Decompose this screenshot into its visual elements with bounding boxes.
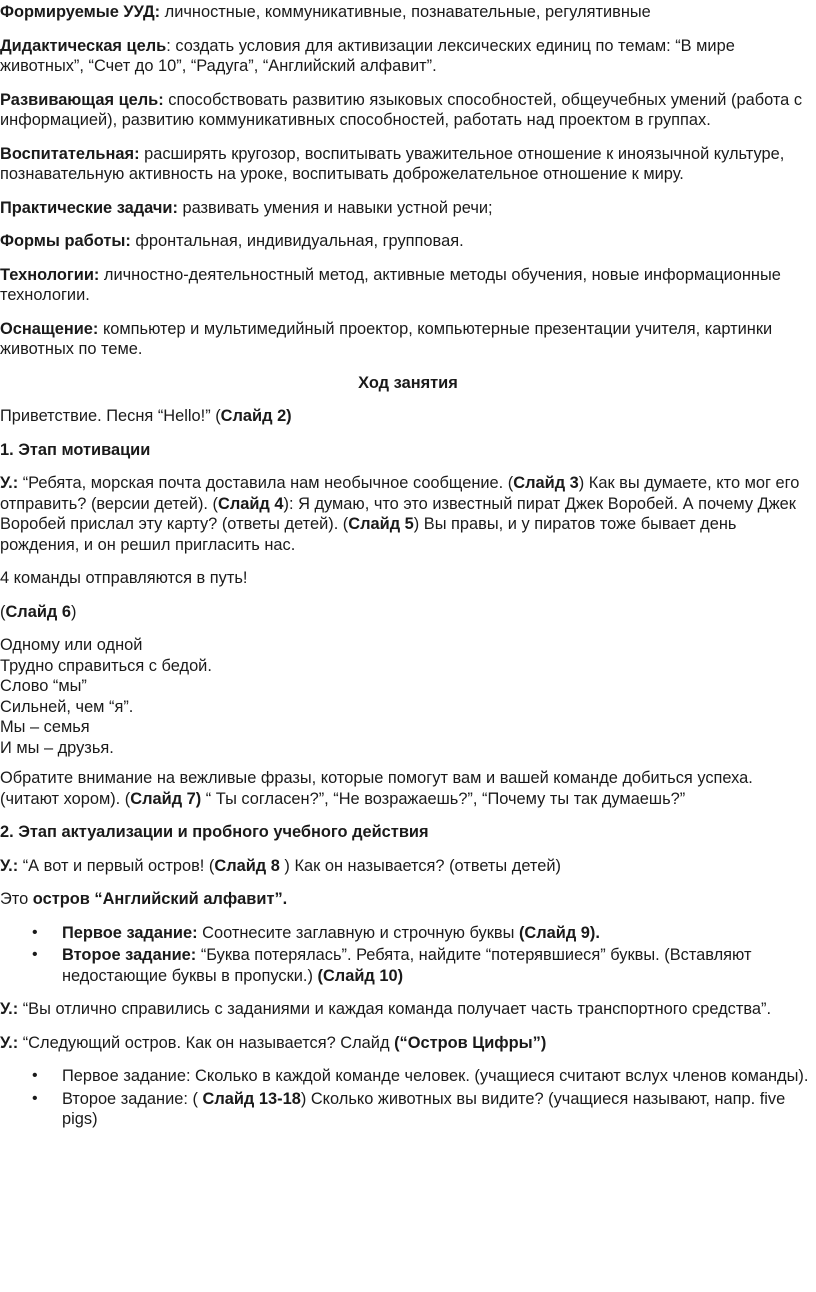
paragraph-teacher-3 <box>0 999 816 1020</box>
slide-ref: Слайд 5 <box>348 515 414 533</box>
paragraph-teacher-2 <box>0 856 816 877</box>
polite-phrases: “ Ты согласен?”, “Не возражаешь?”, “Почему ты так думаешь?” <box>201 789 686 808</box>
paragraph-developing-goal <box>0 90 816 131</box>
paragraph-work-forms <box>0 231 816 252</box>
poem-line: Слово “мы” <box>0 677 87 695</box>
teacher-text: “А вот и первый остров! ( <box>18 856 215 875</box>
text-uud: личностные, коммуникативные, познавательные, регулятивные <box>160 3 651 21</box>
poem-line: Трудно справиться с бедой. <box>0 656 212 675</box>
text-developing: способствовать развитию языковых способностей, общеучебных умений (работа с информацией), развитию коммуникативных способностей, работать над проектом в группах. <box>0 90 803 129</box>
teacher-text: ) Вы правы, и у пиратов тоже бывает день рождения, и он решил пригласить нас. <box>0 515 737 554</box>
teacher-text: ): Я думаю, что это известный пират Джек Воробей. А почему Джек Воробей прислал эту карту? (ответы детей). ( <box>0 494 796 533</box>
section-heading <box>0 373 816 394</box>
label-uud: Формируемые УУД: <box>0 3 161 21</box>
list-item <box>0 923 816 944</box>
poem-line: Мы – семья <box>0 718 90 736</box>
task-label: Первое задание: <box>62 923 198 942</box>
paragraph-uud <box>0 2 816 23</box>
teacher-text: “Ребята, морская почта доставила нам необычное сообщение. ( <box>18 474 514 492</box>
task-list-numbers <box>0 1066 816 1130</box>
island-name: (“Остров Цифры”) <box>394 1033 547 1052</box>
slide-ref: Слайд 6 <box>5 602 71 621</box>
poem <box>0 635 816 758</box>
paren-open: ( <box>0 602 6 621</box>
task-list-alphabet <box>0 923 816 987</box>
paragraph-slide-6 <box>0 602 816 623</box>
paragraph-polite-phrases <box>0 768 816 809</box>
text-equipment: компьютер и мультимедийный проектор, компьютерные презентации учителя, картинки животных по теме. <box>0 319 773 358</box>
heading-text: Ход занятия <box>358 373 458 392</box>
teacher-text: “Следующий остров. Как он называется? Слайд <box>18 1033 395 1052</box>
stage-2-heading <box>0 822 816 843</box>
stage-1-text: 1. Этап мотивации <box>0 440 151 459</box>
text-practical: развивать умения и навыки устной речи; <box>177 198 493 217</box>
list-item <box>0 945 816 986</box>
paragraph-teacher-1 <box>0 473 816 555</box>
paragraph-educational-goal <box>0 144 816 185</box>
paragraph-teams <box>0 568 816 589</box>
slide-ref: (Слайд 9). <box>518 923 600 942</box>
island-prefix: Это <box>0 890 33 908</box>
paragraph-greeting <box>0 406 816 427</box>
text-forms: фронтальная, индивидуальная, групповая. <box>130 232 464 250</box>
label-equipment: Оснащение: <box>0 319 99 338</box>
slide-ref: Слайд 3 <box>513 474 579 492</box>
polite-text: Обратите внимание на вежливые фразы, которые помогут вам и вашей команде добиться успеха. (читают хором). ( <box>0 769 753 808</box>
paragraph-practical-tasks <box>0 198 816 219</box>
teacher-label: У.: <box>0 1033 19 1052</box>
label-practical: Практические задачи: <box>0 198 178 217</box>
greeting-slide: Слайд 2) <box>220 407 292 425</box>
paren-close: ) <box>70 602 77 621</box>
stage-1-heading <box>0 440 816 461</box>
poem-line: Одному или одной <box>0 636 143 654</box>
teacher-text: ) Как вы думаете, кто мог его отправить? (версии детей). ( <box>0 474 800 513</box>
text-technologies: личностно-деятельностный метод, активные методы обучения, новые информационные технологии. <box>0 265 781 304</box>
list-item <box>0 1089 816 1130</box>
slide-ref: Слайд 8 <box>214 856 280 875</box>
paragraph-teacher-4 <box>0 1033 816 1054</box>
text-educational: расширять кругозор, воспитывать уважительное отношение к иноязычной культуре, познавательную активность на уроке, воспитывать доброжелательное отношение к миру. <box>0 144 785 183</box>
paragraph-island-alphabet <box>0 889 816 910</box>
label-educational: Воспитательная: <box>0 144 140 163</box>
task-text: Соотнесите заглавную и строчную буквы <box>197 923 519 942</box>
task-text: ) Сколько животных вы видите? (учащиеся называют, напр. five pigs) <box>62 1089 786 1128</box>
paragraph-technologies <box>0 265 816 306</box>
greeting-text: Приветствие. Песня “Hello!” ( <box>0 407 221 425</box>
text-didactic: : создать условия для активизации лексических единиц по темам: “В мире животных”, “Счет до 10”, “Радуга”, “Английский алфавит”. <box>0 36 735 75</box>
teacher-label: У.: <box>0 1000 19 1018</box>
paragraph-equipment <box>0 319 816 360</box>
slide-ref: Слайд 7) <box>130 789 202 808</box>
list-item <box>0 1066 816 1087</box>
stage-2-text: 2. Этап актуализации и пробного учебного действия <box>0 823 429 841</box>
task-text: Второе задание: ( <box>62 1089 203 1108</box>
poem-line: Сильней, чем “я”. <box>0 697 134 716</box>
teams-text: 4 команды отправляются в путь! <box>0 569 248 587</box>
slide-ref: (Слайд 10) <box>317 966 404 985</box>
task-text: Первое задание: Сколько в каждой команде человек. (учащиеся считают вслух членов команды). <box>62 1067 809 1085</box>
poem-line: И мы – друзья. <box>0 738 114 757</box>
label-forms: Формы работы: <box>0 232 131 250</box>
label-technologies: Технологии: <box>0 265 100 284</box>
label-didactic: Дидактическая цель <box>0 36 167 55</box>
island-name: остров “Английский алфавит”. <box>32 890 288 908</box>
teacher-label: У.: <box>0 474 19 492</box>
teacher-label: У.: <box>0 856 19 875</box>
slide-ref: Слайд 13-18 <box>202 1089 301 1108</box>
label-developing: Развивающая цель: <box>0 90 164 109</box>
task-label: Второе задание: <box>62 946 197 964</box>
teacher-text: “Вы отлично справились с заданиями и каждая команда получает часть транспортного средства”. <box>18 1000 772 1018</box>
slide-ref: Слайд 4 <box>217 494 284 513</box>
task-text: “Буква потерялась”. Ребята, найдите “потерявшиеся” буквы. (Вставляют недостающие буквы в пропуски.) <box>62 946 752 985</box>
paragraph-didactic-goal <box>0 36 816 77</box>
teacher-text: ) Как он называется? (ответы детей) <box>279 856 561 875</box>
